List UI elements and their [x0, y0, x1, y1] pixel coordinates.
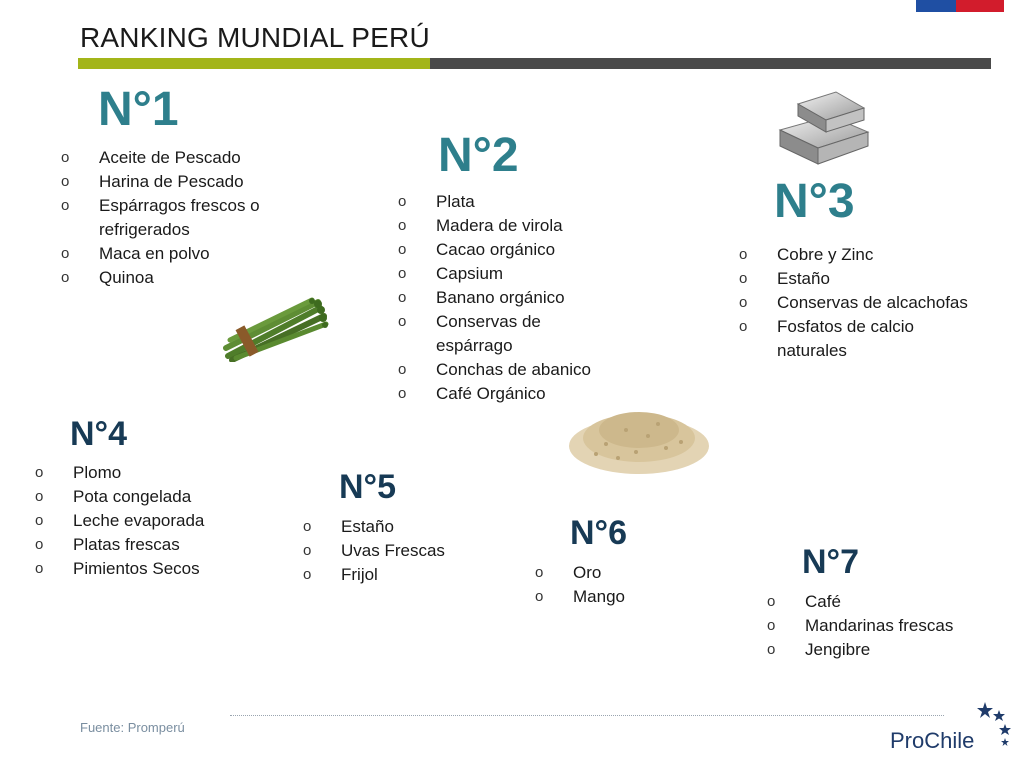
- list-item: o Cobre y Zinc: [739, 243, 989, 267]
- list-item: o Mandarinas frescas: [767, 614, 987, 638]
- list-item: o Quinoa: [61, 266, 261, 290]
- list-item: o Mango: [535, 585, 715, 609]
- stars-icon: [975, 700, 1015, 750]
- rank-5-heading: N°5: [339, 468, 397, 506]
- rank-6-list: [535, 561, 715, 609]
- list-item: o Platas frescas: [35, 533, 255, 557]
- list-item: o Capsium: [398, 262, 608, 286]
- list-item: o Conservas de espárrago: [398, 310, 556, 358]
- list-item: o Leche evaporada: [35, 509, 255, 533]
- list-item: o Espárragos frescos o refrigerados: [61, 194, 261, 242]
- list-item: o Plata: [398, 190, 608, 214]
- list-item: o Jengibre: [767, 638, 987, 662]
- rank-4-heading: N°4: [70, 415, 128, 453]
- prochile-logo: ProChile: [890, 728, 975, 753]
- list-item: o Conchas de abanico: [398, 358, 608, 382]
- page-title: RANKING MUNDIAL PERÚ: [80, 22, 430, 53]
- rank-7-list: [767, 590, 987, 662]
- list-item: o Pimientos Secos: [35, 557, 255, 581]
- rank-4-list: [35, 461, 255, 581]
- list-item: o Madera de virola: [398, 214, 608, 238]
- asparagus-image: [222, 296, 330, 362]
- list-item: o Aceite de Pescado: [61, 146, 261, 170]
- list-item: o Banano orgánico: [398, 286, 608, 310]
- list-item: o Harina de Pescado: [61, 170, 261, 194]
- rank-1-heading: N°1: [98, 83, 179, 136]
- source-note: Fuente: Promperú: [80, 720, 185, 735]
- list-item: o Pota congelada: [35, 485, 255, 509]
- list-item: o Estaño: [303, 515, 503, 539]
- silver-bars-image: [776, 86, 872, 166]
- title-underline-green: [78, 58, 430, 69]
- quinoa-image: [566, 400, 712, 476]
- rank-3-heading: N°3: [774, 175, 855, 228]
- list-item: o Cacao orgánico: [398, 238, 608, 262]
- flag-blue-stripe: [916, 0, 956, 12]
- list-item: o Plomo: [35, 461, 255, 485]
- list-item: o Café: [767, 590, 987, 614]
- list-item: o Estaño: [739, 267, 989, 291]
- rank-2-heading: N°2: [438, 129, 519, 182]
- list-item: o Café Orgánico: [398, 382, 608, 406]
- flag-red-stripe: [956, 0, 1004, 12]
- rank-6-heading: N°6: [570, 514, 628, 552]
- rank-7-heading: N°7: [802, 543, 860, 581]
- list-item: o Oro: [535, 561, 715, 585]
- list-item: o Conservas de alcachofas: [739, 291, 989, 315]
- list-item: o Fosfatos de calcio naturales: [739, 315, 937, 363]
- rank-1-list: [61, 146, 261, 290]
- rank-5-list: [303, 515, 503, 587]
- title-underline-gray: [430, 58, 991, 69]
- list-item: o Uvas Frescas: [303, 539, 503, 563]
- rank-2-list: [398, 190, 608, 406]
- list-item: o Frijol: [303, 563, 503, 587]
- list-item: o Maca en polvo: [61, 242, 261, 266]
- footer-divider: [230, 715, 944, 716]
- rank-3-list: [739, 243, 989, 363]
